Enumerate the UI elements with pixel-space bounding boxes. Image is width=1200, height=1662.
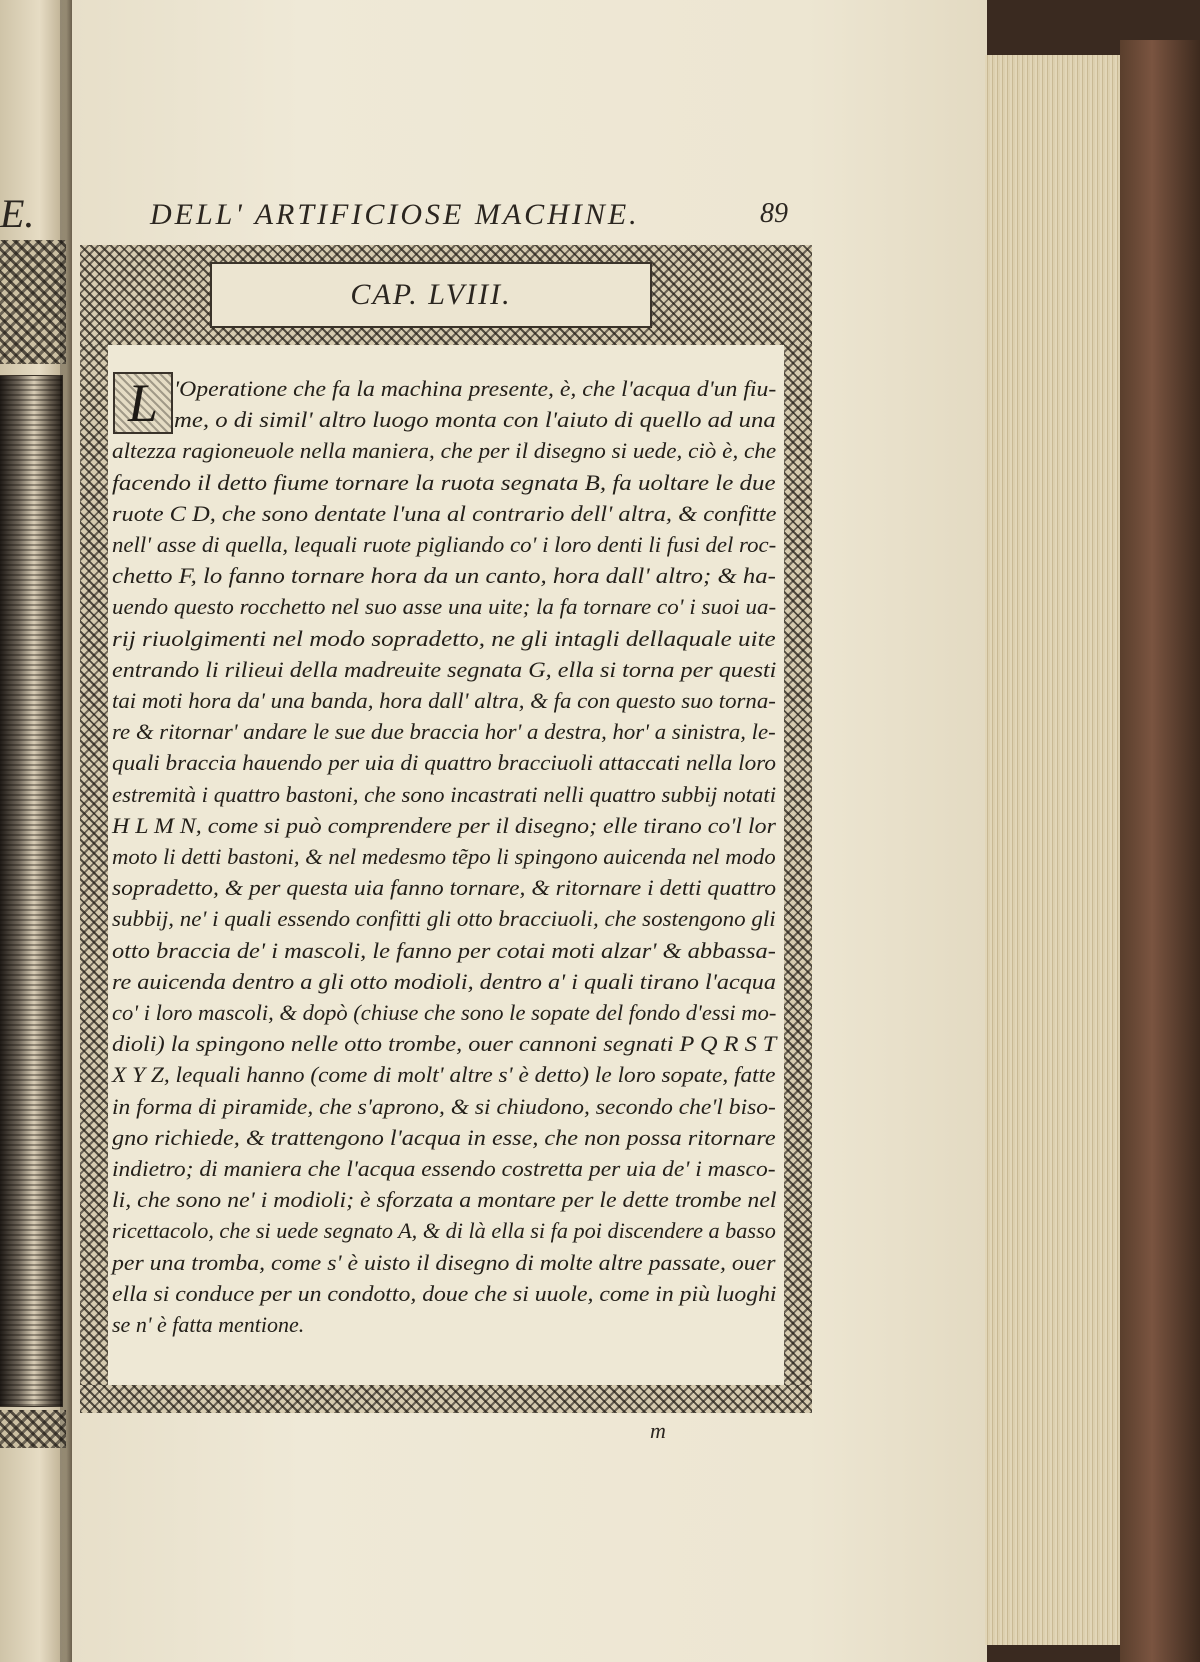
body-text-line: dioli) la spingono nelle otto trombe, ouer cannoni segnati P Q R S T	[112, 1031, 777, 1057]
body-text-line: per una tromba, come s' è uisto il disegno di molte altre passate, ouer	[112, 1249, 776, 1275]
left-engraving-illustration	[0, 375, 63, 1407]
chapter-title: CAP. LVIII.	[350, 278, 512, 311]
body-text-line: H L M N, come si può comprendere per il disegno; elle tirano co'l lor	[112, 812, 776, 838]
ornament-band-right	[784, 345, 812, 1385]
body-text-line: ruote C D, che sono dentate l'una al contrario dell' altra, & confitte	[112, 500, 777, 526]
body-text-line: indietro; di maniera che l'acqua essendo costretta per uia de' i masco-	[112, 1156, 776, 1181]
body-text-line: co' i loro mascoli, & dopò (chiuse che sono le sopate del fondo d'essi mo-	[112, 1000, 777, 1025]
body-text-line: quali braccia hauendo per uia di quattro bracciuoli attaccati nella loro	[112, 750, 776, 776]
body-text-line: X Y Z, lequali hanno (come di molt' altre s' è detto) le loro sopate, fatte	[112, 1062, 776, 1088]
body-text-line: rij riuolgimenti nel modo sopradetto, ne gli intagli dellaquale uite	[112, 625, 776, 651]
body-text-line: nell' asse di quella, lequali ruote pigliando co' i loro denti li fusi del roc-	[112, 532, 777, 557]
body-text-line: chetto F, lo fanno tornare hora da un canto, hora dall' altro; & ha-	[112, 563, 776, 589]
page-block-edges	[985, 55, 1122, 1645]
body-text-line: facendo il detto fiume tornare la ruota segnata B, fa uoltare le due	[112, 469, 776, 495]
body-text-line: in forma di piramide, che s'aprono, & si chiudono, secondo che'l biso-	[112, 1093, 776, 1119]
body-text-line: sopradetto, & per questa uia fanno tornare, & ritornare i detti quattro	[112, 875, 777, 901]
body-text-line: estremità i quattro bastoni, che sono incastrati nelli quattro subbij notati	[112, 781, 777, 807]
body-text-line: ella si conduce per un condotto, doue che si uuole, come in più luoghi	[112, 1280, 777, 1306]
body-text-line: subbij, ne' i quali essendo confitti gli otto bracciuoli, che sostengono gli	[112, 906, 776, 932]
body-text-line: se n' è fatta mentione.	[112, 1312, 305, 1337]
body-text-line: tai moti hora da' una banda, hora dall' altra, & fa con questo suo torna-	[112, 688, 776, 713]
signature-mark: m	[650, 1418, 666, 1443]
body-text-line: re auicenda dentro a gli otto modioli, dentro a' i quali tirano l'acqua	[112, 968, 776, 994]
body-text-line: otto braccia de' i mascoli, le fanno per cotai moti alzar' & abbassa-	[112, 937, 776, 963]
ornament-band-left	[80, 345, 108, 1385]
book-cover-edge	[1120, 40, 1200, 1662]
body-text-line: altezza ragioneuole nella maniera, che per il disegno si uede, ciò è, che	[112, 438, 777, 464]
running-title: DELL' ARTIFICIOSE MACHINE.	[150, 198, 640, 231]
left-header-fragment: E.	[0, 191, 35, 236]
drop-cap	[113, 372, 173, 434]
body-text-line: re & ritornar' andare le sue due braccia hor' a destra, hor' a sinistra, le-	[112, 719, 776, 745]
left-ornament-border	[0, 240, 66, 364]
page-number: 89	[760, 198, 788, 229]
body-text-line: li, che sono ne' i modioli; è sforzata a montare per le dette trombe nel	[112, 1187, 777, 1213]
body-text-line: uendo questo rocchetto nel suo asse una uite; la fa tornare co' i suoi ua-	[112, 594, 777, 620]
chapter-heading-box	[210, 262, 652, 328]
left-ornament-border-bottom	[0, 1410, 66, 1448]
drop-cap-letter: L	[127, 373, 159, 433]
body-text-line: entrando li rilieui della madreuite segnata G, ella si torna per questi	[112, 656, 777, 682]
body-text-line: moto li detti bastoni, & nel medesmo tẽpo li spingono auicenda nel modo	[112, 844, 776, 869]
body-text-line: ricettacolo, che si uede segnato A, & di là ella si fa poi discendere a basso	[112, 1218, 776, 1244]
body-text-line: 'Operatione che fa la machina presente, è, che l'acqua d'un fiu-	[174, 376, 777, 401]
ornament-band-bottom	[80, 1385, 812, 1413]
body-text-line: me, o di simil' altro luogo monta con l'aiuto di quello ad una	[174, 407, 776, 433]
body-text-line: gno richiede, & trattengono l'acqua in esse, che non possa ritornare	[112, 1124, 776, 1150]
